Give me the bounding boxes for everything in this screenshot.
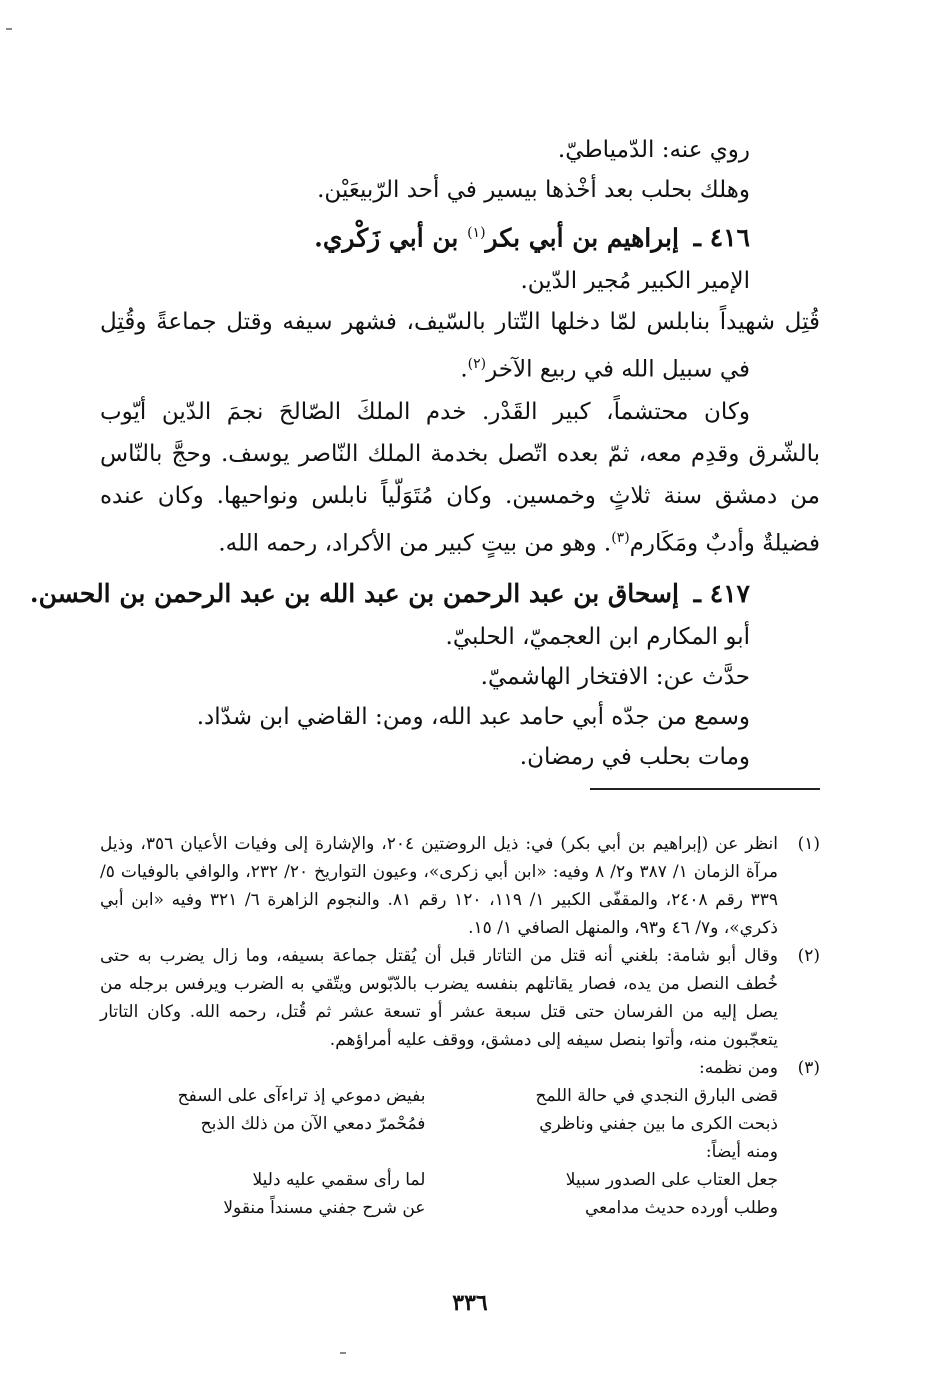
entry-name: إبراهيم بن أبي بكر (485, 223, 679, 253)
text-line: وهلك بحلب بعد أخْذها بيسير في أحد الرّبيعَيْن. (317, 177, 750, 203)
hemistich-second: فمُحْمرّ دمعي الآن من ذلك الذبح (200, 1114, 426, 1134)
text-line: وسمع من جدّه أبي حامد عبد الله، ومن: القاضي ابن شدّاد. (196, 703, 750, 730)
hemistich-second: لما رأى سقمي عليه دليلا (252, 1170, 426, 1190)
text-line: حدَّث عن: الافتخار الهاشميّ. (480, 663, 750, 690)
text-line: ومات بحلب في رمضان. (519, 743, 750, 770)
hemistich-second: عن شرح جفني مسنداً منقولا (223, 1198, 426, 1218)
poem-verse (100, 1194, 778, 1222)
paragraph-end: . وهو من بيتٍ كبير من الأكراد، رحمه الله. (218, 530, 612, 557)
footnote-1 (100, 830, 820, 942)
entry-name: إسحاق بن عبد الرحمن بن عبد الله بن عبد الرحمن بن الحسن. (29, 578, 679, 608)
hemistich-second: بفيض دموعي إذ تراءآى على السفح (177, 1086, 426, 1106)
hemistich-first: جعل العتاب على الصدور سبيلا (565, 1170, 778, 1190)
entry-name-tail: بن أبي زَكْري. (314, 223, 459, 253)
paragraph (100, 301, 820, 391)
hemistich-first: قضى البارق النجدي في حالة اللمح (535, 1086, 778, 1106)
poem-verse (100, 1082, 778, 1110)
paragraph-text: قُتِل شهيداً بنابلس لمّا دخلها التّتار بالسّيف، فشهر سيفه وقتل جماعةً وقُتِل في سبيل الله في ربيع الآخر (100, 309, 820, 383)
hemistich-first: ذبحت الكرى ما بين جفني وناظري (539, 1114, 778, 1134)
entry-title: الإمير الكبير مُجير الدّين. (520, 268, 750, 295)
scan-mark (340, 1352, 346, 1354)
footnote-text: انظر عن (إبراهيم بن أبي بكر) في: ذيل الروضتين ٢٠٤، والإشارة إلى وفيات الأعيان ٣٥٦، وذيل مرآة الزمان ١/ ٣٨٧ و٢/ ٨ وفيه: «ابن أبي زكرى»، وعيون التواريخ ٢٠/ ٢٣٢، والوافي بالوفيات ٥/ ٣٣٩ رقم ٢٤٠٨، والمقفّى الكبير ١/ ١١٩، ١٢٠ رقم ٨١. والنجوم الزاهرة ٦/ ٣٢١ وفيه «ابن أبي ذكري»، و٧/ ٤٦ و٩٣، والمنهل الصافي ١/ ١٥. (100, 834, 778, 938)
footnote-label: (١) (797, 834, 820, 854)
footnote-ref: (٣) (611, 529, 630, 546)
footnote-3 (100, 1054, 820, 1222)
footnote-ref: (١) (467, 225, 486, 241)
entry-heading-416 (100, 210, 820, 261)
paragraph-text: وكان محتشماً، كبير القَدْر. خدم الملكَ الصّالحَ نجمَ الدّين أيّوب بالشّرق وقدِم معه، ثمّ بعده اتّصل بخدمة الملك النّاصر يوسف. وحجَّ بالنّاس من دمشق سنة ثلاثٍ وخمسين. وكان مُتَوَلّياً نابلس ونواحيها. وكان عنده فضيلةٌ وأدبٌ ومَكَارم (100, 398, 820, 557)
footnote-2 (100, 942, 820, 1054)
footnotes (100, 830, 820, 1222)
entry-number: ٤١٦ ـ (693, 223, 750, 253)
footnote-text: وقال أبو شامة: بلغني أنه قتل من التاتار قبل أن يُقتل جماعة بسيفه، وما زال يضرب به حتى خُطف النصل من يده، فصار يقاتلهم بنفسه يضرب بالدّبّوس ويتّقي به الضرب ويرفس برجله من يصل إليه من الفرسان حتى قتل سبعة عشر أو تسعة عشر ثم قُتل، رحمه الله. وكان التاتار يتعجّبون منه، وأتوا بنصل سيفه إلى دمشق، ووقف عليه أمراؤهم. (100, 946, 778, 1050)
poem-verse (100, 1110, 778, 1138)
main-text (29, 130, 820, 777)
text-line: أبو المكارم ابن العجميّ، الحلبيّ. (445, 623, 750, 650)
scan-mark (6, 28, 12, 30)
entry-heading-417 (29, 571, 820, 617)
footnote-intro: ومنه أيضاً: (705, 1142, 778, 1162)
footnote-label: (٢) (797, 946, 820, 966)
footnote-label: (٣) (797, 1058, 820, 1078)
text-line: روي عنه: الدّمياطيّ. (557, 137, 750, 163)
page-number: ٣٣٦ (452, 1290, 488, 1316)
poem-verse (100, 1166, 778, 1194)
paragraph (100, 391, 820, 565)
footnote-intro: ومن نظمه: (698, 1058, 778, 1078)
hemistich-first: وطلب أورده حديث مدامعي (585, 1198, 778, 1218)
footnote-divider (590, 788, 820, 790)
footnote-ref: (٢) (467, 356, 487, 373)
paragraph-end: . (460, 356, 468, 383)
entry-number: ٤١٧ ـ (693, 578, 750, 608)
